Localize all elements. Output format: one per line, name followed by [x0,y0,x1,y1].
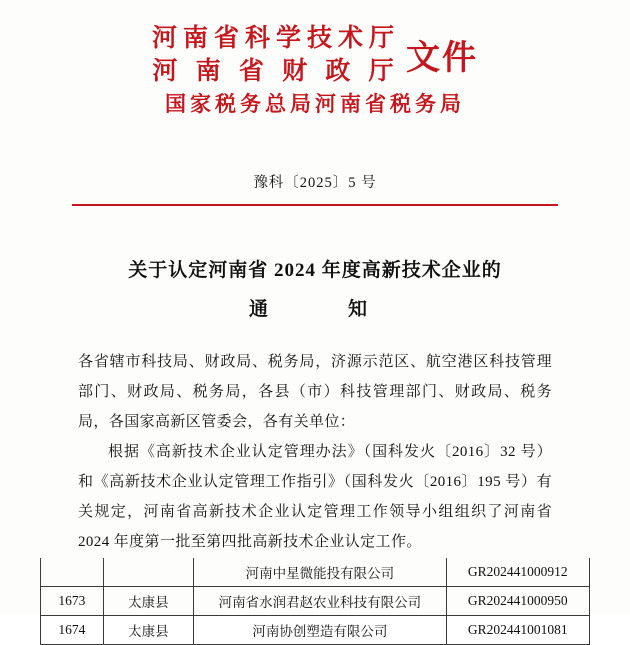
letterhead-line-2: 河 南 省 财 政 厅 [152,58,400,85]
table-row [41,587,590,616]
row-id: 1673 [41,587,104,616]
row-code: GR202441001081 [446,616,589,645]
enterprise-listing-body [41,558,590,645]
row-area: 太康县 [103,616,193,645]
enterprise-listing-table-wrap [40,558,590,645]
row-company: 河南协创塑造有限公司 [194,616,446,645]
letterhead-line-3: 国家税务总局河南省税务局 [165,92,465,116]
row-code: GR202441000950 [446,587,589,616]
row-area [103,558,193,587]
letterhead-doc-word: 文件 [406,40,478,77]
letterhead-agency-stack [152,22,400,88]
body-paragraph-1: 各省辖市科技局、财政局、税务局，济源示范区、航空港区科技管理部门、财政局、税务局，各县（市）科技管理部门、财政局、税务局，各国家高新区管委会，各有关单位： [78,354,552,431]
document-number: 豫科〔2025〕5 号 [253,174,377,191]
row-area: 太康县 [103,587,193,616]
table-row [41,616,590,645]
row-id: 1674 [41,616,104,645]
table-row [41,558,590,587]
page-title: 关于认定河南省 2024 年度高新技术企业的 [128,259,502,281]
letterhead-main-row [0,22,630,88]
red-divider-rule [72,204,558,206]
row-company: 河南省水润君赵农业科技有限公司 [194,587,446,616]
row-company: 河南中星微能投有限公司 [194,558,446,587]
row-id [41,558,104,587]
letterhead [0,0,630,119]
letterhead-line-1: 河南省科学技术厅 [151,25,400,52]
body-paragraph-2: 根据《高新技术企业认定管理办法》（国科发火〔2016〕32 号）和《高新技术企业认定管理工作指引》（国科发火〔2016〕195 号）有关规定，河南省高新技术企业认定管理工作领导小组组织了河南省 2024 年度第一批至第四批高新技术企业认定工作。 [78,444,552,551]
document-body [78,347,552,557]
enterprise-listing-table [40,558,590,645]
page-title-second-line: 通 知 [248,299,381,321]
row-code: GR202441000912 [446,558,589,587]
